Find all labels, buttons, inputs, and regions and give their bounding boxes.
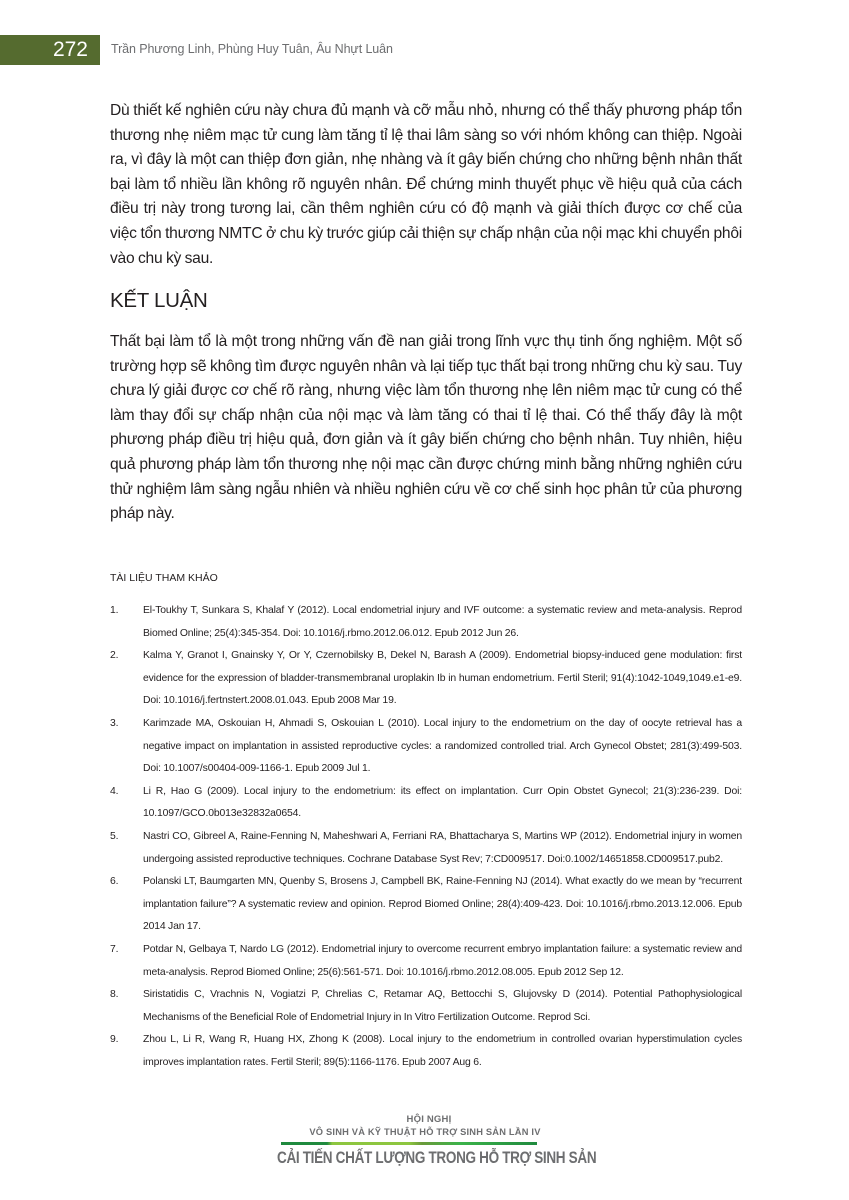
- reference-number: 4.: [110, 785, 119, 797]
- conference-footer: [277, 1114, 597, 1168]
- references-list: [110, 600, 742, 1074]
- reference-text: Polanski LT, Baumgarten MN, Quenby S, Brosens J, Campbell BK, Raine-Fenning NJ (2014). What exactly do we mean by “recurrent implantation failure”? A systematic review and opinion. Reprod Biomed Online; 28(4):409-423. Doi: 10.1016/j.rbmo.2013.12.006. Epub 2014 Jan 17.: [143, 876, 742, 933]
- reference-text: El-Toukhy T, Sunkara S, Khalaf Y (2012). Local endometrial injury and IVF outcome: a systematic review and meta-analysis. Reprod Biomed Online; 25(4):345-354. Doi: 10.1016/j.rbmo.2012.06.012. Epub 2012 Jun 26.: [143, 605, 742, 639]
- reference-item: [110, 871, 742, 939]
- references-heading: TÀI LIỆU THAM KHẢO: [110, 572, 218, 584]
- reference-item: [110, 645, 742, 713]
- reference-number: 8.: [110, 989, 119, 1001]
- conclusion-paragraph: Thất bại làm tổ là một trong những vấn đề nan giải trong lĩnh vực thụ tinh ống nghiệm. Một số trường hợp sẽ không tìm được nguyên nhân và lại tiếp tục thất bại trong những chu kỳ sau. Tuy chưa lý giải được cơ chế rõ ràng, nhưng việc làm tổn thương nhẹ lên niêm mạc tử cung có thể làm thay đổi sự chấp nhận của nội mạc và làm tăng có thai tỉ lệ thai. Có thể thấy đây là một phương pháp điều trị hiệu quả, đơn giản và ít gây biến chứng cho bệnh nhân. Tuy nhiên, hiệu quả phương pháp làm tổn thương nhẹ nội mạc cần được chứng minh bằng những nghiên cứu thử nghiệm lâm sàng ngẫu nhiên và nhiều nghiên cứu về cơ chế sinh học phân tử của phương pháp này.: [110, 333, 742, 523]
- reference-text: Karimzade MA, Oskouian H, Ahmadi S, Oskouian L (2010). Local injury to the endometrium on the day of oocyte retrieval has a negative impact on implantation in assisted reproductive cycles: a randomized controlled trial. Arch Gynecol Obstet; 281(3):499-503. Doi: 10.1007/s00404-009-1166-1. Epub 2009 Jul 1.: [143, 717, 742, 775]
- reference-text: Nastri CO, Gibreel A, Raine-Fenning N, Maheshwari A, Ferriani RA, Bhattacharya S, Martins WP (2012). Endometrial injury in women undergoing assisted reproductive techniques. Cochrane Database Syst Rev; 7:CD009517. Doi:0.1002/14651858.CD009517.pub2.: [143, 830, 742, 865]
- reference-number: 6.: [110, 876, 119, 888]
- page-number: 272: [0, 35, 100, 65]
- reference-number: 1.: [110, 605, 119, 616]
- running-header-authors: Trần Phương Linh, Phùng Huy Tuân, Âu Nhựt Luân: [111, 42, 393, 56]
- reference-text: Kalma Y, Granot I, Gnainsky Y, Or Y, Czernobilsky B, Dekel N, Barash A (2009). Endometrial biopsy-induced gene modulation: first evidence for the expression of bladder-transmembranal uroplakin Ib in human endometrium. Fertil Steril; 91(4):1042-1049,1049.e1-e9. Doi: 10.1016/j.fertnstert.2008.01.043. Epub 2008 Mar 19.: [143, 650, 742, 707]
- reference-item: [110, 939, 742, 984]
- conclusion-heading: KẾT LUẬN: [110, 289, 208, 312]
- reference-number: 5.: [110, 830, 119, 842]
- footer-conference-name: VÔ SINH VÀ KỸ THUẬT HỖ TRỢ SINH SẢN LẦN IV: [309, 1127, 541, 1137]
- reference-item: [110, 713, 742, 781]
- reference-number: 3.: [110, 717, 119, 729]
- reference-item: [110, 1029, 742, 1074]
- reference-number: 2.: [110, 650, 119, 662]
- reference-text: Li R, Hao G (2009). Local injury to the endometrium: its effect on implantation. Curr Opin Obstet Gynecol; 21(3):236-239. Doi: 10.1097/GCO.0b013e32832a0654.: [143, 785, 742, 820]
- footer-color-band: [281, 1142, 537, 1145]
- reference-item: [110, 781, 742, 826]
- reference-text: Potdar N, Gelbaya T, Nardo LG (2012). Endometrial injury to overcome recurrent embryo implantation failure: a systematic review and meta-analysis. Reprod Biomed Online; 25(6):561-571. Doi: 10.1016/j.rbmo.2012.08.005. Epub 2012 Sep 12.: [143, 943, 742, 978]
- discussion-paragraph: Dù thiết kế nghiên cứu này chưa đủ mạnh và cỡ mẫu nhỏ, nhưng có thể thấy phương pháp tổn thương nhẹ niêm mạc tử cung làm tăng tỉ lệ thai lâm sàng so với nhóm không can thiệp. Ngoài ra, vì đây là một can thiệp đơn giản, nhẹ nhàng và ít gây biến chứng cho những bệnh nhân thất bại làm tổ nhiều lần không rõ nguyên nhân. Để chứng minh thuyết phục về hiệu quả của cách điều trị này trong tương lai, cần thêm nghiên cứu có độ mạnh và giải thích được cơ chế của việc tổn thương NMTC ở chu kỳ trước giúp cải thiện sự chấp nhận của nội mạc khi chuyển phôi vào chu kỳ sau.: [110, 102, 742, 267]
- reference-number: 7.: [110, 943, 119, 955]
- reference-item: [110, 826, 742, 871]
- reference-item: [110, 984, 742, 1029]
- reference-text: Siristatidis C, Vrachnis N, Vogiatzi P, Chrelias C, Retamar AQ, Bettocchi S, Glujovsky D (2014). Potential Pathophysiological Mechanisms of the Beneficial Role of Endometrial Injury in In Vitro Fertilization Outcome. Reprod Sci.: [143, 989, 742, 1023]
- footer-conference-label: HỘI NGHỊ: [406, 1114, 452, 1125]
- reference-number: 9.: [110, 1034, 119, 1046]
- footer-conference-theme: CẢI TIẾN CHẤT LƯỢNG TRONG HỖ TRỢ SINH SẢN: [277, 1149, 597, 1167]
- reference-text: Zhou L, Li R, Wang R, Huang HX, Zhong K (2008). Local injury to the endometrium in controlled ovarian hyperstimulation cycles improves implantation rates. Fertil Steril; 89(5):1166-1176. Epub 2007 Aug 6.: [143, 1034, 742, 1068]
- reference-item: [110, 600, 742, 645]
